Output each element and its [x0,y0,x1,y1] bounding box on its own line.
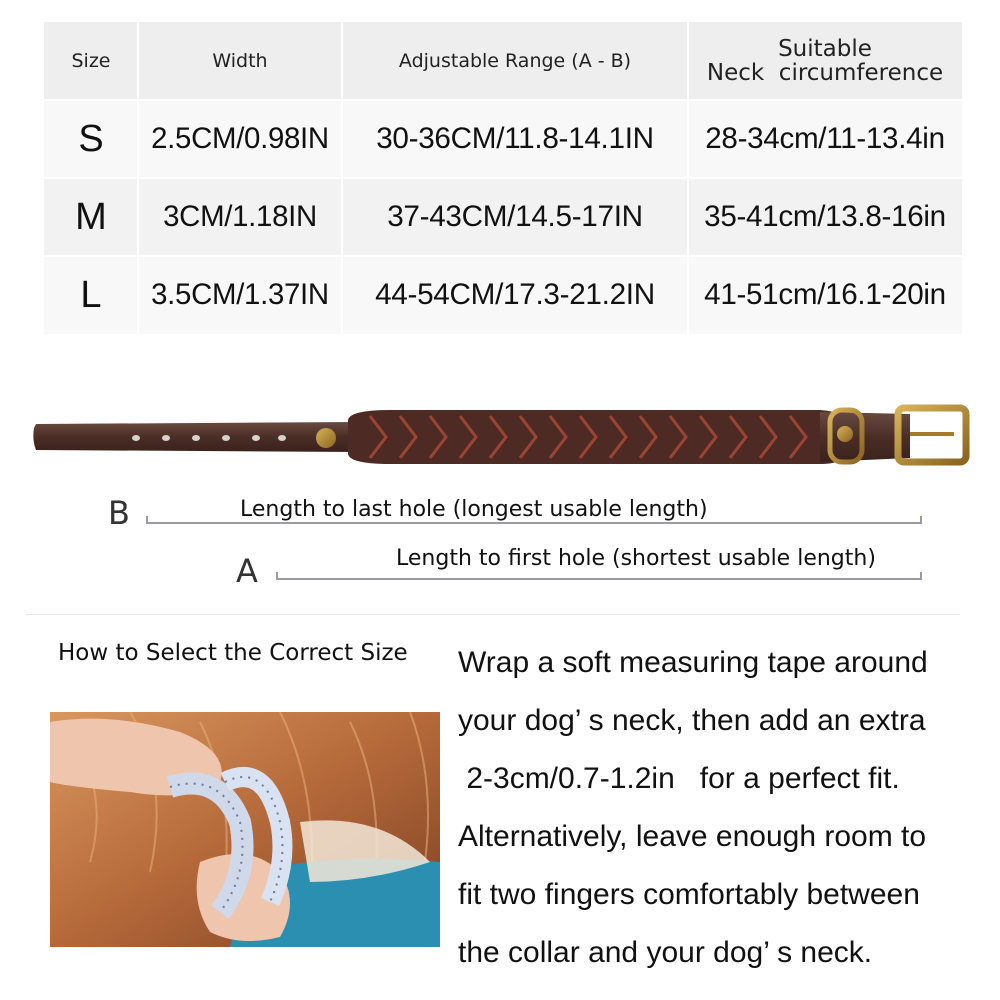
instruction-line: Alternatively, leave enough room to [458,820,927,853]
grid-divider [44,177,962,179]
table-row-s-width: 2.5CM/0.98IN [138,100,342,178]
header-size: Size [44,22,138,100]
measure-a-line [276,572,922,580]
table-row-m-range: 37-43CM/14.5-17IN [342,178,688,256]
table-row-m-size: M [44,178,138,256]
grid-divider [44,99,962,101]
measure-b-letter: B [108,494,130,532]
collar-rivet [316,428,336,448]
braided-collar-image [30,400,975,470]
measure-a-text: Length to first hole (shortest usable length) [396,546,876,571]
instruction-line: fit two fingers comfortably between [458,878,920,911]
measuring-dog-neck-photo [50,712,440,947]
grid-divider [44,255,962,257]
table-row-l-range: 44-54CM/17.3-21.2IN [342,256,688,334]
table-row-l-neck: 41-51cm/16.1-20in [688,256,962,334]
table-row-s-neck: 28-34cm/11-13.4in [688,100,962,178]
instruction-line: 2-3cm/0.7-1.2in for a perfect fit. [458,762,900,795]
table-row-s-range: 30-36CM/11.8-14.1IN [342,100,688,178]
header-neck-circumference [688,22,962,100]
table-row-l-width: 3.5CM/1.37IN [138,256,342,334]
header-neck-line1: Suitable [778,36,872,62]
measure-a-letter: A [236,552,258,590]
size-table [44,22,962,334]
table-row-m-width: 3CM/1.18IN [138,178,342,256]
table-row-s-size: S [44,100,138,178]
header-adjustable-range: Adjustable Range (A - B) [342,22,688,100]
howto-title: How to Select the Correct Size [58,640,408,666]
instruction-line: the collar and your dog’ s neck. [458,936,873,969]
instruction-line: Wrap a soft measuring tape around [458,646,928,679]
howto-instructions [458,634,958,982]
collar-rivet-2 [837,426,853,442]
header-width: Width [138,22,342,100]
table-row-m-neck: 35-41cm/13.8-16in [688,178,962,256]
measure-b-text: Length to last hole (longest usable length) [240,497,708,522]
table-row-l-size: L [44,256,138,334]
header-neck-line2: Neck circumference [706,60,944,86]
instruction-line: your dog’ s neck, then add an extra [458,704,926,737]
